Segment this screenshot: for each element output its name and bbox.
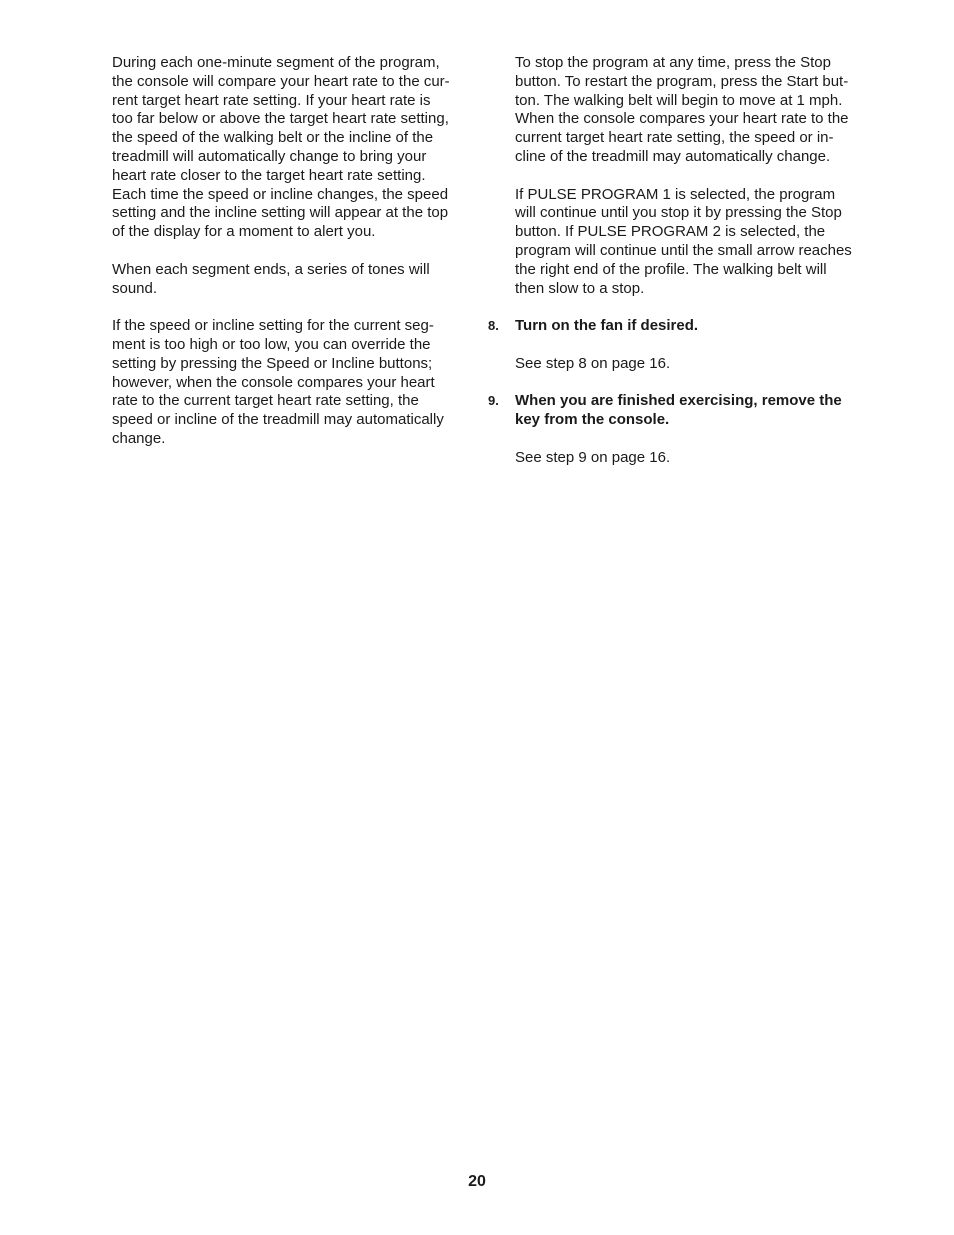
text-line: During each one-minute segment of the program,: [112, 54, 440, 71]
text-line: When the console compares your heart rate to the: [515, 110, 849, 128]
text-line: rate to the current target heart rate setting, the: [112, 392, 419, 410]
text-line: setting and the incline setting will appear at the top: [112, 204, 449, 222]
text-line: the speed of the walking belt or the incline of the: [112, 129, 434, 147]
text-line: See step 8 on page 16.: [515, 354, 671, 372]
left-column: [112, 54, 472, 468]
text-line: ment is too high or too low, you can override the: [112, 335, 431, 353]
text-line: ton. The walking belt will begin to move at 1 mph.: [515, 91, 843, 109]
text-line: will continue until you stop it by pressing the Stop: [515, 204, 842, 222]
step-heading: Turn on the fan if desired.: [515, 317, 699, 335]
text-line: Each time the speed or incline changes, the speed: [112, 185, 449, 203]
text-line: too far below or above the target heart rate setting,: [112, 110, 449, 128]
text-line: change.: [112, 429, 166, 447]
text-line: cline of the treadmill may automatically change.: [515, 147, 831, 165]
text-line: If PULSE PROGRAM 1 is selected, the program: [515, 185, 836, 203]
text-line: If the speed or incline setting for the current seg-: [112, 317, 434, 335]
paragraph-segment-tones: [112, 261, 472, 299]
text-line: button. To restart the program, press the Start but-: [515, 72, 849, 90]
step-9-body: [488, 449, 873, 468]
step-8-body: [488, 355, 873, 374]
right-column: [488, 54, 873, 486]
paragraph-override-setting: [112, 317, 472, 449]
text-line: setting by pressing the Speed or Incline buttons;: [112, 354, 433, 372]
text-line: program will continue until the small arrow reaches: [515, 241, 852, 259]
page-number: 20: [468, 1173, 486, 1190]
text-line: speed or incline of the treadmill may automatically: [112, 411, 444, 429]
text-line: heart rate closer to the target heart rate setting.: [112, 166, 426, 184]
text-line: treadmill will automatically change to bring your: [112, 147, 427, 165]
text-line: See step 9 on page 16.: [515, 448, 671, 466]
paragraph-pulse-programs: [488, 186, 873, 299]
step-number: 8.: [488, 318, 499, 334]
text-line: however, when the console compares your heart: [112, 373, 435, 391]
step-number: 9.: [488, 393, 499, 409]
text-line: sound.: [112, 279, 158, 297]
text-line: the console will compare your heart rate to the cur-: [112, 72, 450, 90]
paragraph-stop-restart: [488, 54, 873, 167]
text-line: When each segment ends, a series of tones will: [112, 260, 430, 278]
text-line: then slow to a stop.: [515, 279, 645, 297]
step-8: [488, 317, 873, 336]
text-line: button. If PULSE PROGRAM 2 is selected, the: [515, 223, 826, 241]
text-line: of the display for a moment to alert you.: [112, 223, 376, 241]
text-line: current target heart rate setting, the speed or in-: [515, 129, 834, 147]
text-line: rent target heart rate setting. If your heart rate is: [112, 91, 431, 109]
step-9: [488, 392, 873, 430]
paragraph-heart-rate-comparison: [112, 54, 472, 242]
step-heading: When you are finished exercising, remove the: [515, 392, 842, 410]
step-heading: key from the console.: [515, 411, 670, 429]
text-line: the right end of the profile. The walking belt will: [515, 260, 827, 278]
text-line: To stop the program at any time, press the Stop: [515, 54, 831, 71]
